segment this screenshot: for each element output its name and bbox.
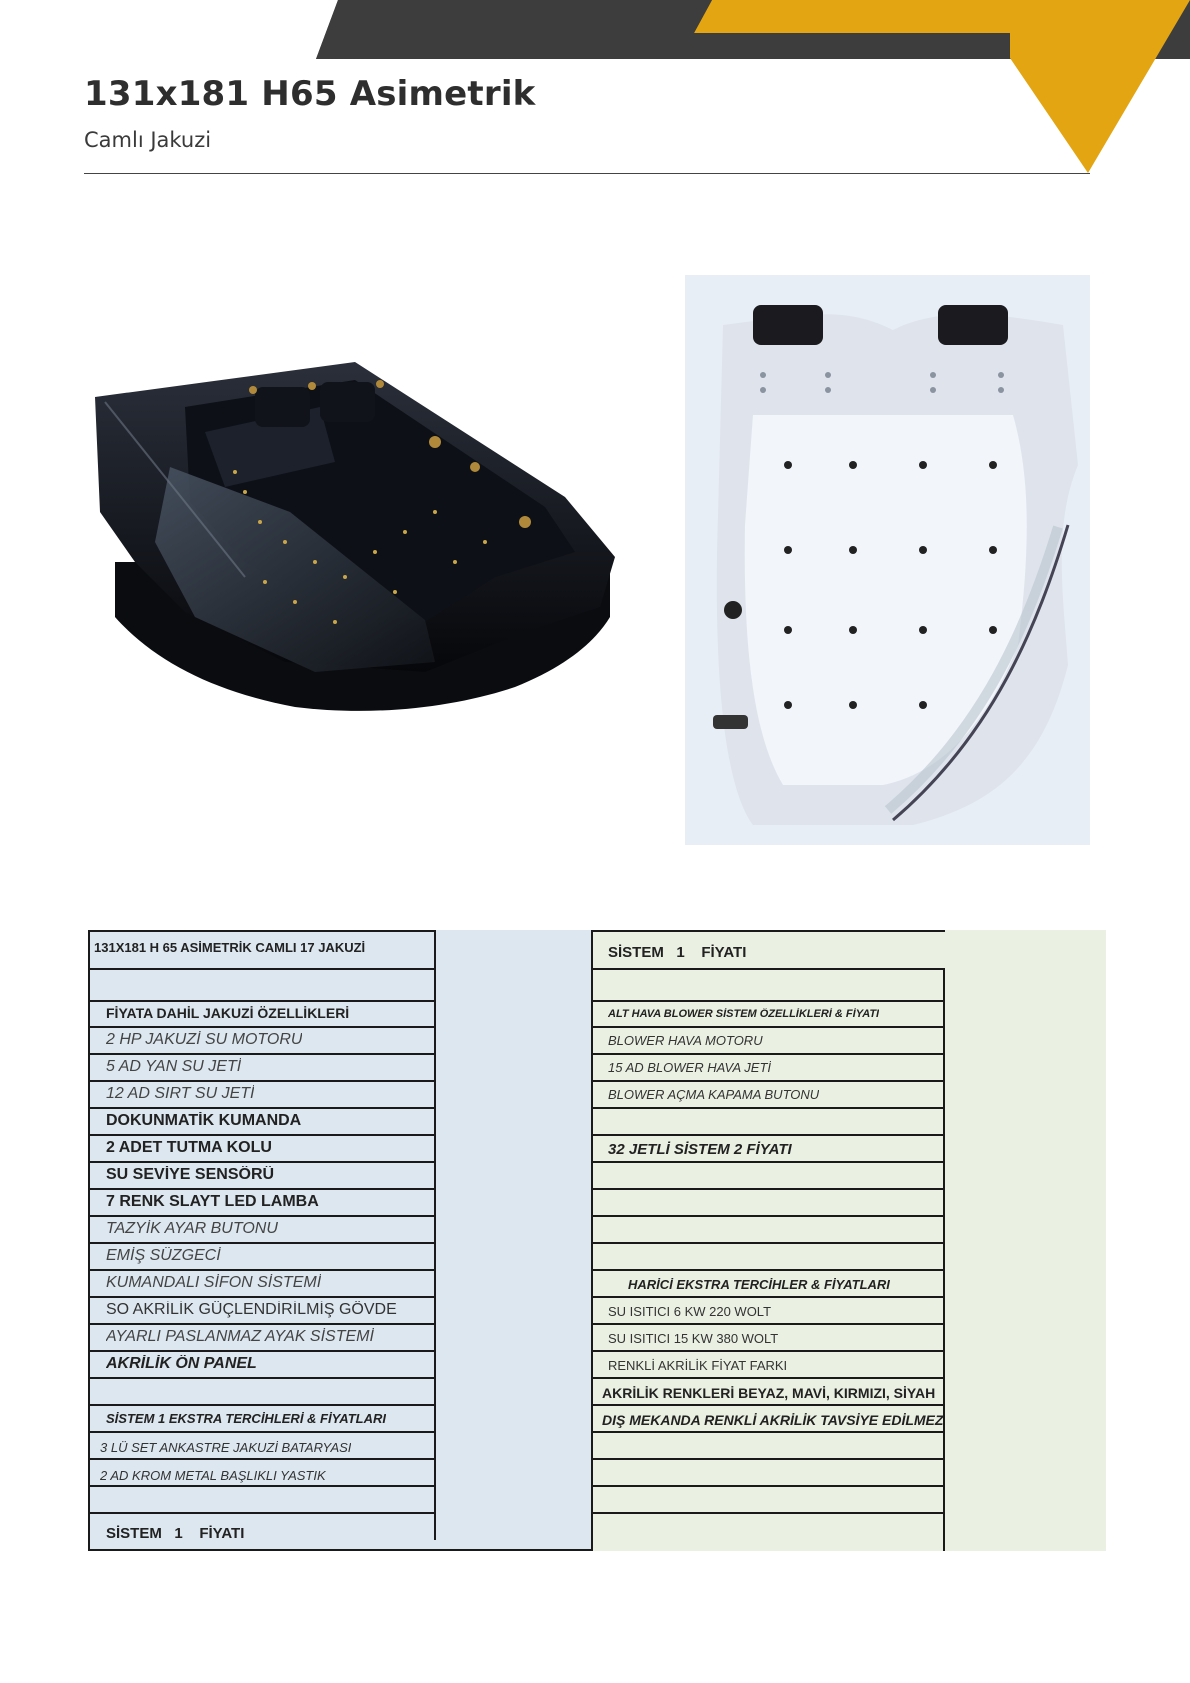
table-row-line bbox=[591, 1134, 945, 1136]
feature-item: AKRİLİK ÖN PANEL bbox=[106, 1355, 257, 1372]
external-item: SU ISITICI 6 KW 220 WOLT bbox=[608, 1304, 772, 1319]
feature-item: DOKUNMATİK KUMANDA bbox=[106, 1112, 302, 1129]
page-subtitle: Camlı Jakuzi bbox=[84, 128, 212, 152]
black-glass-jacuzzi-photo bbox=[95, 362, 625, 762]
extras-header: SİSTEM 1 EKSTRA TERCİHLERİ & FİYATLARI bbox=[106, 1411, 386, 1426]
table-row-line bbox=[591, 1485, 945, 1487]
feature-item: EMİŞ SÜZGECİ bbox=[106, 1247, 221, 1264]
table-row-line bbox=[88, 1458, 436, 1460]
table-col-divider bbox=[434, 930, 436, 1540]
extra-item: 3 LÜ SET ANKASTRE JAKUZİ BATARYASI bbox=[100, 1440, 352, 1455]
table-row-line bbox=[591, 1026, 945, 1028]
table-row-line bbox=[88, 1350, 436, 1352]
table-right-divider bbox=[943, 968, 945, 1134]
table-row-line bbox=[88, 1431, 436, 1433]
table-row-line bbox=[591, 1350, 945, 1352]
left-price-label: SİSTEM 1 FİYATI bbox=[106, 1525, 245, 1542]
table-row-line bbox=[591, 1161, 945, 1163]
page-title: 131x181 H65 Asimetrik bbox=[84, 74, 536, 114]
feature-item: TAZYİK AYAR BUTONU bbox=[106, 1220, 278, 1237]
header-divider bbox=[84, 173, 1090, 174]
table-row-line bbox=[591, 1107, 945, 1109]
table-row-line bbox=[591, 1188, 945, 1190]
outdoor-note: DIŞ MEKANDA RENKLİ AKRİLİK TAVSİYE EDİLMEZ bbox=[602, 1412, 944, 1428]
blower-item: 15 AD BLOWER HAVA JETİ bbox=[608, 1060, 772, 1075]
external-header: HARİCİ EKSTRA TERCİHLER & FİYATLARI bbox=[628, 1277, 890, 1292]
table-row-line bbox=[591, 968, 945, 970]
table-row-line bbox=[88, 1026, 436, 1028]
table-row-line bbox=[591, 930, 945, 932]
table-row-line bbox=[88, 1242, 436, 1244]
feature-item: AYARLI PASLANMAZ AYAK SİSTEMİ bbox=[106, 1328, 374, 1345]
feature-item: 2 ADET TUTMA KOLU bbox=[106, 1139, 272, 1156]
feature-item: 12 AD SIRT SU JETİ bbox=[106, 1085, 255, 1102]
feature-item: 2 HP JAKUZİ SU MOTORU bbox=[106, 1031, 303, 1048]
extra-item: 2 AD KROM METAL BAŞLIKLI YASTIK bbox=[100, 1468, 326, 1483]
table-row-line bbox=[88, 1053, 436, 1055]
table-row-line bbox=[88, 1296, 436, 1298]
table-title: 131X181 H 65 ASİMETRİK CAMLI 17 JAKUZİ bbox=[94, 940, 366, 955]
table-row-line bbox=[88, 1512, 436, 1514]
table-row-line bbox=[88, 1080, 436, 1082]
table-row-line bbox=[591, 1458, 945, 1460]
feature-item: KUMANDALI SİFON SİSTEMİ bbox=[106, 1274, 322, 1291]
table-row-line bbox=[88, 1215, 436, 1217]
table-row-line bbox=[591, 1053, 945, 1055]
table-row-line bbox=[88, 1269, 436, 1271]
feature-item: SU SEVİYE SENSÖRÜ bbox=[106, 1166, 275, 1183]
table-row-line bbox=[88, 1323, 436, 1325]
table-row-line bbox=[591, 1215, 945, 1217]
table-bottom-line bbox=[88, 1549, 592, 1551]
table-row-line bbox=[88, 930, 436, 932]
table-row-line bbox=[88, 1377, 436, 1379]
table-row-line bbox=[591, 1512, 945, 1514]
feature-item: 7 RENK SLAYT LED LAMBA bbox=[106, 1193, 319, 1210]
table-row-line bbox=[88, 1000, 436, 1002]
table-row-line bbox=[591, 1080, 945, 1082]
blower-item: BLOWER HAVA MOTORU bbox=[608, 1033, 763, 1048]
table-row-line bbox=[591, 1404, 945, 1406]
table-row-line bbox=[591, 1323, 945, 1325]
table-row-line bbox=[88, 1134, 436, 1136]
table-row-line bbox=[88, 1485, 436, 1487]
acrylic-colors-note: AKRİLİK RENKLERİ BEYAZ, MAVİ, KIRMIZI, SİYAH bbox=[602, 1385, 936, 1401]
table-row-line bbox=[591, 1242, 945, 1244]
features-header: FİYATA DAHİL JAKUZİ ÖZELLİKLERİ bbox=[106, 1005, 350, 1021]
table-right-divider bbox=[943, 1134, 945, 1551]
table-row-line bbox=[591, 1431, 945, 1433]
spec-table bbox=[88, 930, 1106, 1551]
table-row-line bbox=[88, 1107, 436, 1109]
table-row-line bbox=[88, 1188, 436, 1190]
table-row-line bbox=[88, 1161, 436, 1163]
blower-header: ALT HAVA BLOWER SİSTEM ÖZELLİKLERİ & FİYATI bbox=[608, 1008, 880, 1020]
system2-price-label: 32 JETLİ SİSTEM 2 FİYATI bbox=[608, 1141, 792, 1158]
table-row-line bbox=[88, 968, 436, 970]
table-row-line bbox=[591, 1000, 945, 1002]
table-left-border bbox=[88, 930, 90, 1551]
feature-item: 5 AD YAN SU JETİ bbox=[106, 1058, 242, 1075]
header-accent-triangle bbox=[694, 0, 1190, 173]
table-row-line bbox=[88, 1404, 436, 1406]
white-jacuzzi-top-view-photo bbox=[683, 265, 1098, 850]
feature-item: SO AKRİLİK GÜÇLENDİRİLMİŞ GÖVDE bbox=[106, 1301, 397, 1318]
blower-item: BLOWER AÇMA KAPAMA BUTONU bbox=[608, 1087, 820, 1102]
external-item: RENKLİ AKRİLİK FİYAT FARKI bbox=[608, 1358, 788, 1373]
table-row-line bbox=[591, 1296, 945, 1298]
table-row-line bbox=[591, 1269, 945, 1271]
table-row-line bbox=[591, 1377, 945, 1379]
right-price-label: SİSTEM 1 FİYATI bbox=[608, 944, 747, 961]
external-item: SU ISITICI 15 KW 380 WOLT bbox=[608, 1331, 779, 1346]
